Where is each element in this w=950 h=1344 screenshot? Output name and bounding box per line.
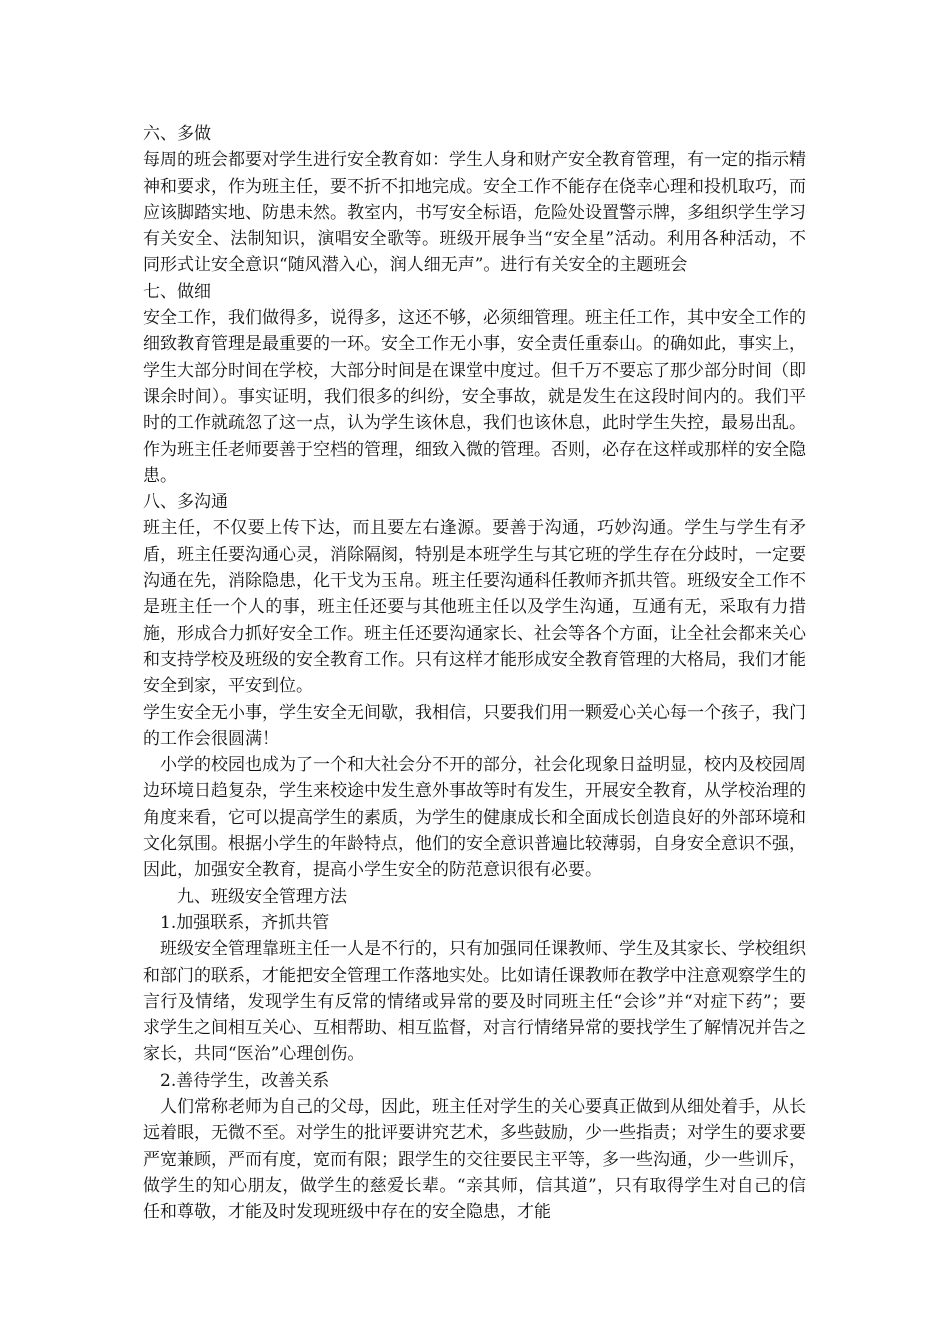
document-page	[143, 121, 806, 1225]
body-paragraph: 安全工作，我们做得多，说得多，这还不够，必须细管理。班主任工作，其中安全工作的细致教育管理是最重要的一环。安全工作无小事，安全责任重泰山。的确如此，事实上，学生大部分时间在学校，大部分时间是在课堂中度过。但千万不要忘了那少部分时间（即课余时间）。事实证明，我们很多的纠纷，安全事故，就是发生在这段时间内的。我们平时的工作就疏忽了这一点，认为学生该休息，我们也该休息，此时学生失控，最易出乱。作为班主任老师要善于空档的管理，细致入微的管理。否则，必存在这样或那样的安全隐患。	[143, 308, 806, 486]
section-heading-8: 八、多沟通	[143, 492, 228, 513]
section-heading-9: 九、班级安全管理方法	[177, 886, 347, 907]
body-paragraph: 每周的班会都要对学生进行安全教育如：学生人身和财产安全教育管理，有一定的指示精神和要求，作为班主任，要不折不扣地完成。安全工作不能存在侥幸心理和投机取巧，而应该脚踏实地、防患未然。教室内，书写安全标语，危险处设置警示牌，多组织学生学习有关安全、法制知识，演唱安全歌等。班级开展争当“安全星”活动。利用各种活动，不同形式让安全意识“随风潜入心，润人细无声”。进行有关安全的主题班会	[143, 150, 806, 276]
subheading-1: 1.加强联系，齐抓共管	[160, 912, 330, 933]
subheading-2: 2.善待学生，改善关系	[160, 1070, 330, 1091]
body-paragraph: 学生安全无小事，学生安全无间歇，我相信，只要我们用一颗爱心关心每一个孩子，我门的工作会很圆满！	[143, 702, 806, 749]
section-heading-7: 七、做细	[143, 281, 211, 302]
body-paragraph: 小学的校园也成为了一个和大社会分不开的部分，社会化现象日益明显，校内及校园周边环境日趋复杂，学生来校途中发生意外事故等时有发生，开展安全教育，从学校治理的角度来看，它可以提高学生的素质，为学生的健康成长和全面成长创造良好的外部环境和文化氛围。根据小学生的年龄特点，他们的安全意识普遍比较薄弱，自身安全意识不强，因此，加强安全教育，提高小学生安全的防范意识很有必要。	[143, 755, 806, 881]
body-paragraph: 班主任，不仅要上传下达，而且要左右逢源。要善于沟通，巧妙沟通。学生与学生有矛盾，班主任要沟通心灵，消除隔阂，特别是本班学生与其它班的学生存在分歧时，一定要沟通在先，消除隐患，化干戈为玉帛。班主任要沟通科任教师齐抓共管。班级安全工作不是班主任一个人的事，班主任还要与其他班主任以及学生沟通，互通有无，采取有力措施，形成合力抓好安全工作。班主任还要沟通家长、社会等各个方面，让全社会都来关心和支持学校及班级的安全教育工作。只有这样才能形成安全教育管理的大格局，我们才能安全到家，平安到位。	[143, 518, 806, 697]
body-paragraph: 人们常称老师为自己的父母，因此，班主任对学生的关心要真正做到从细处着手，从长远着眼，无微不至。对学生的批评要讲究艺术，多些鼓励，少一些指责；对学生的要求要严宽兼顾，严而有度，宽而有限；跟学生的交往要民主平等，多一些沟通，少一些训斥，做学生的知心朋友，做学生的慈爱长辈。“亲其师，信其道”，只有取得学生对自己的信任和尊敬，才能及时发现班级中存在的安全隐患，才能	[143, 1096, 806, 1223]
section-heading-6: 六、多做	[143, 124, 211, 144]
body-paragraph: 班级安全管理靠班主任一人是不行的，只有加强同任课教师、学生及其家长、学校组织和部门的联系，才能把安全管理工作落地实处。比如请任课教师在教学中注意观察学生的言行及情绪，发现学生有反常的情绪或异常的要及时同班主任“会诊”并“对症下药”；要求学生之间相互关心、互相帮助、相互监督，对言行情绪异常的要找学生了解情况并告之家长，共同“医治”心理创伤。	[143, 939, 806, 1065]
